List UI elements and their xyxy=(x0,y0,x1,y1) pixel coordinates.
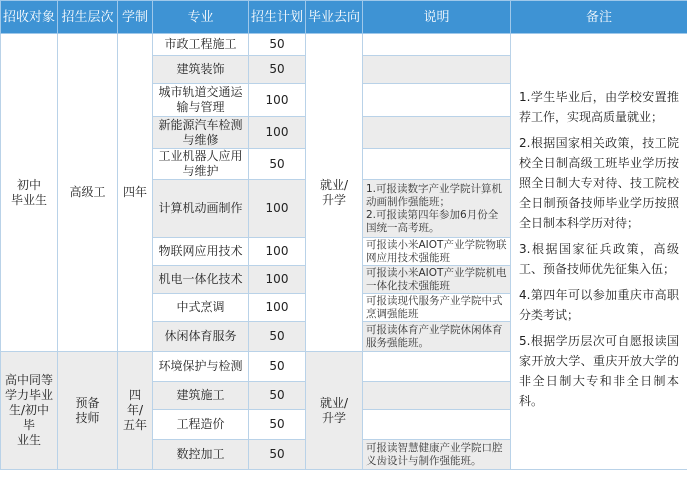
duration-cell: 四年/ 五年 xyxy=(118,352,153,470)
major-cell: 工业机器人应用与维护 xyxy=(153,149,249,180)
note-cell xyxy=(363,352,511,382)
remark-item: 1.学生毕业后，由学校安置推荐工作，实现高质量就业； xyxy=(519,89,679,124)
plan-cell: 50 xyxy=(249,149,306,180)
plan-cell: 100 xyxy=(249,84,306,117)
plan-cell: 50 xyxy=(249,56,306,84)
remark-item: 3.根据国家征兵政策，高级工、预备技师优先征集入伍； xyxy=(519,241,679,276)
remark-cell xyxy=(511,34,687,470)
plan-cell: 100 xyxy=(249,266,306,294)
major-cell: 建筑装饰 xyxy=(153,56,249,84)
header-plan: 招生计划 xyxy=(249,1,306,34)
target-cell: 初中 毕业生 xyxy=(1,34,58,352)
major-cell: 数控加工 xyxy=(153,440,249,470)
note-cell: 可报读现代服务产业学院中式烹调强能班 xyxy=(363,294,511,322)
major-cell: 物联网应用技术 xyxy=(153,238,249,266)
remark-item: 4.第四年可以参加重庆市高职分类考试； xyxy=(519,287,679,322)
major-cell: 新能源汽车检测与维修 xyxy=(153,117,249,149)
major-cell: 机电一体化技术 xyxy=(153,266,249,294)
note-cell xyxy=(363,34,511,56)
header-major: 专业 xyxy=(153,1,249,34)
note-cell xyxy=(363,84,511,117)
major-cell: 计算机动画制作 xyxy=(153,180,249,238)
plan-cell: 50 xyxy=(249,352,306,382)
note-cell xyxy=(363,382,511,410)
header-level: 招生层次 xyxy=(58,1,118,34)
header-remark: 备注 xyxy=(511,1,687,34)
destination-cell: 就业/ 升学 xyxy=(306,352,363,470)
header-target: 招收对象 xyxy=(1,1,58,34)
plan-cell: 100 xyxy=(249,180,306,238)
plan-cell: 100 xyxy=(249,238,306,266)
remark-item: 2.根据国家相关政策，技工院校全日制高级工班毕业学历按照全日制大专对待、技工院校全日制预备技师毕业学历按照全日制本科学历对待； xyxy=(519,135,679,230)
plan-cell: 50 xyxy=(249,440,306,470)
plan-cell: 100 xyxy=(249,294,306,322)
note-cell xyxy=(363,410,511,440)
note-cell: 可报读体育产业学院休闲体育服务强能班。 xyxy=(363,322,511,352)
level-cell: 预备 技师 xyxy=(58,352,118,470)
major-cell: 市政工程施工 xyxy=(153,34,249,56)
plan-cell: 50 xyxy=(249,410,306,440)
header-row xyxy=(1,1,687,34)
major-cell: 建筑施工 xyxy=(153,382,249,410)
plan-cell: 50 xyxy=(249,382,306,410)
major-cell: 中式烹调 xyxy=(153,294,249,322)
plan-cell: 100 xyxy=(249,117,306,149)
note-cell xyxy=(363,117,511,149)
level-cell: 高级工 xyxy=(58,34,118,352)
note-cell: 可报读小米AIOT产业学院机电一体化技术强能班 xyxy=(363,266,511,294)
major-cell: 城市轨道交通运输与管理 xyxy=(153,84,249,117)
header-duration: 学制 xyxy=(118,1,153,34)
plan-cell: 50 xyxy=(249,34,306,56)
table-row xyxy=(1,34,687,56)
duration-cell: 四年 xyxy=(118,34,153,352)
note-cell: 可报读小米AIOT产业学院物联网应用技术强能班 xyxy=(363,238,511,266)
major-cell: 环境保护与检测 xyxy=(153,352,249,382)
destination-cell: 就业/ 升学 xyxy=(306,34,363,352)
header-destination: 毕业去向 xyxy=(306,1,363,34)
major-cell: 休闲体育服务 xyxy=(153,322,249,352)
note-cell xyxy=(363,56,511,84)
header-note: 说明 xyxy=(363,1,511,34)
remark-item: 5.根据学历层次可自愿报读国家开放大学、重庆开放大学的非全日制大专和非全日制本科。 xyxy=(519,333,679,408)
note-cell: 可报读智慧健康产业学院口腔义齿设计与制作强能班。 xyxy=(363,440,511,470)
target-cell: 高中同等 学力毕业 生/初中毕 业生 xyxy=(1,352,58,470)
major-cell: 工程造价 xyxy=(153,410,249,440)
note-cell xyxy=(363,149,511,180)
note-cell: 1.可报读数字产业学院计算机动画制作强能班； 2.可报读第四年参加6月份全国统一高考班。 xyxy=(363,180,511,238)
plan-cell: 50 xyxy=(249,322,306,352)
